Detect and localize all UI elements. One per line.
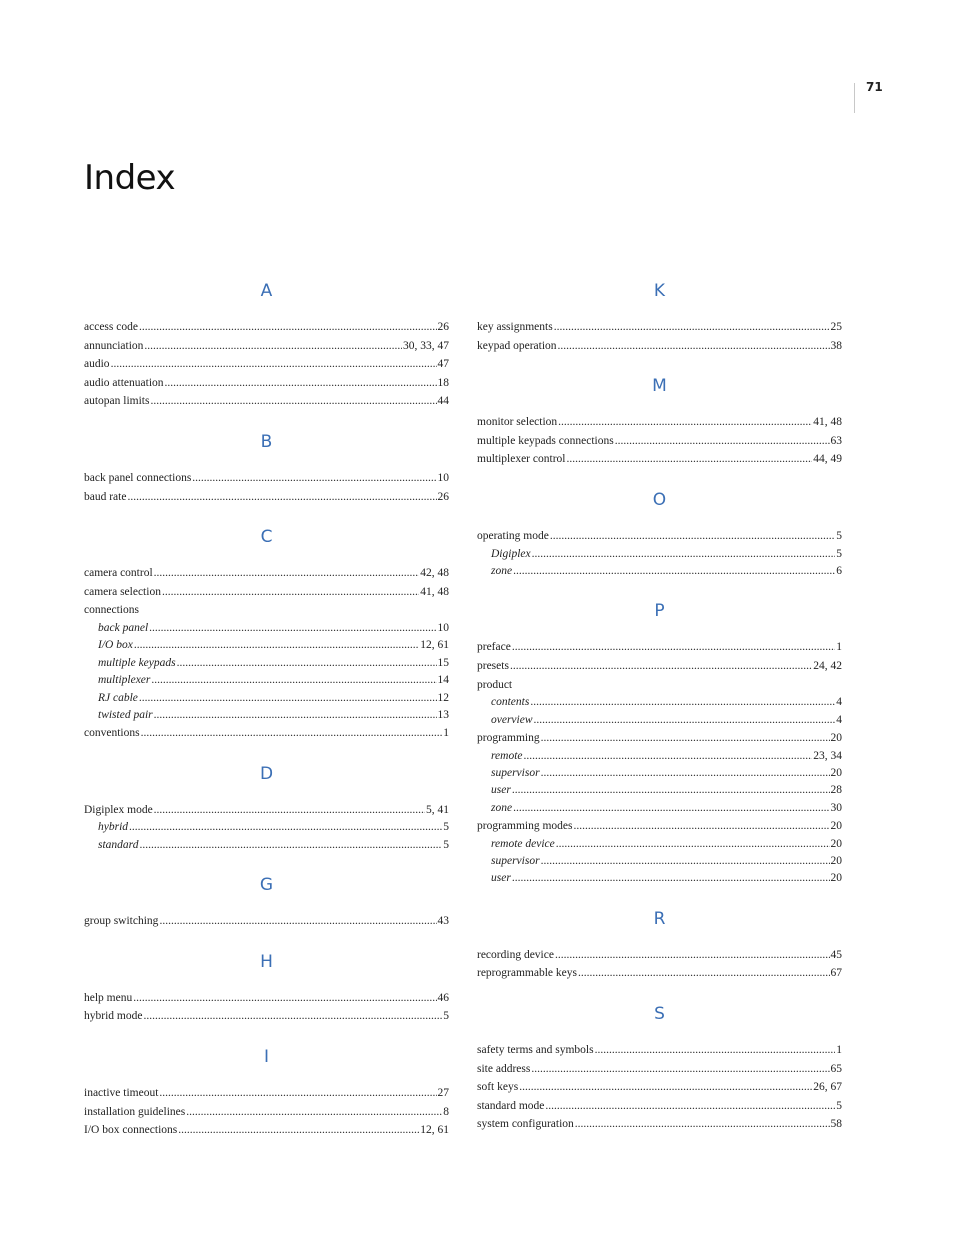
index-entry	[84, 318, 449, 337]
entry-term: autopan limits	[84, 395, 150, 408]
index-entry	[84, 1103, 449, 1122]
index-subentry	[84, 620, 449, 637]
index-section-b	[84, 429, 449, 506]
entry-term: hybrid	[98, 821, 129, 834]
entry-term: programming	[477, 731, 540, 744]
page-title: Index	[84, 158, 176, 198]
section-letter: M	[652, 376, 667, 397]
entry-pages: 5	[836, 547, 842, 560]
dot-leader	[530, 694, 835, 711]
dot-leader	[150, 392, 436, 411]
index-section-k	[477, 278, 842, 355]
index-entry	[477, 1041, 842, 1060]
entry-pages: 10	[437, 621, 449, 634]
dot-leader	[165, 374, 437, 393]
entry-term: standard mode	[477, 1099, 545, 1112]
dot-leader	[154, 564, 420, 583]
entry-pages: 63	[830, 434, 842, 447]
dot-leader	[575, 1115, 830, 1134]
index-subentry	[477, 853, 842, 870]
index-section-o	[477, 487, 842, 580]
entry-pages: 5	[836, 529, 842, 542]
dot-leader	[513, 563, 835, 580]
index-entry	[84, 1007, 449, 1026]
dot-leader	[615, 432, 830, 451]
entry-pages: 44	[437, 395, 449, 408]
entry-term: presets	[477, 659, 509, 672]
index-section-g	[84, 872, 449, 931]
index-entry	[84, 801, 449, 820]
entry-term: key assignments	[477, 321, 553, 333]
entry-term: Digiplex	[491, 547, 531, 560]
index-subentry	[477, 782, 842, 799]
entry-pages: 4	[836, 713, 842, 726]
section-letter: G	[259, 875, 274, 896]
entry-term: monitor selection	[477, 416, 558, 429]
entry-pages: 26	[437, 490, 449, 503]
section-letter: B	[260, 431, 273, 452]
index-entry	[477, 638, 842, 657]
section-letter: O	[652, 489, 667, 510]
entry-term: recording device	[477, 948, 554, 961]
dot-leader	[531, 1060, 829, 1079]
index-section-r	[477, 906, 842, 983]
dot-leader	[149, 620, 436, 637]
entry-term: overview	[491, 713, 533, 726]
index-entry	[84, 564, 449, 583]
index-entry	[84, 601, 449, 620]
section-letter: R	[653, 908, 666, 929]
dot-leader	[159, 1084, 436, 1103]
index-subentry	[84, 672, 449, 689]
entry-term: camera control	[84, 567, 153, 580]
index-subentry	[477, 694, 842, 711]
entry-term: site address	[477, 1062, 531, 1075]
entry-term: supervisor	[491, 855, 540, 868]
section-letter: P	[654, 601, 665, 622]
entry-pages: 46	[437, 991, 449, 1004]
dot-leader	[134, 637, 419, 654]
dot-leader	[159, 912, 436, 931]
entry-pages: 58	[830, 1118, 842, 1131]
header-rule	[854, 83, 855, 113]
dot-leader	[524, 748, 813, 765]
dot-leader	[512, 638, 835, 657]
entry-pages: 13	[437, 708, 449, 721]
index-section-m	[477, 373, 842, 469]
dot-leader	[574, 817, 830, 836]
index-column-right	[477, 278, 842, 1152]
entry-pages: 20	[830, 837, 842, 850]
dot-leader	[558, 413, 812, 432]
index-entry	[477, 337, 842, 356]
index-entry	[477, 527, 842, 546]
entry-term: keypad operation	[477, 339, 557, 352]
entry-pages: 20	[830, 731, 842, 744]
dot-leader	[558, 337, 830, 356]
entry-term: supervisor	[491, 766, 540, 779]
index-subentry	[84, 819, 449, 836]
index-entry	[477, 817, 842, 836]
entry-term: help menu	[84, 991, 133, 1004]
section-letter: D	[259, 763, 274, 784]
entry-term: remote device	[491, 837, 555, 850]
entry-term: programming modes	[477, 820, 573, 833]
index-entry	[84, 374, 449, 393]
dot-leader	[129, 819, 442, 836]
dot-leader	[512, 870, 830, 887]
entry-pages: 27	[437, 1087, 449, 1100]
index-section-h	[84, 949, 449, 1026]
entry-pages: 25	[830, 321, 842, 333]
dot-leader	[133, 989, 436, 1008]
index-column-left	[84, 278, 449, 1158]
index-subentry	[477, 765, 842, 782]
index-entry	[477, 657, 842, 676]
entry-term: back panel	[98, 621, 149, 634]
index-entry	[477, 1097, 842, 1116]
entry-pages: 41, 48	[813, 416, 842, 429]
index-entry	[477, 450, 842, 469]
index-entry	[84, 469, 449, 488]
section-letter: H	[260, 951, 273, 972]
entry-term: camera selection	[84, 585, 161, 598]
entry-pages: 42, 48	[420, 567, 449, 580]
entry-pages: 45	[830, 948, 842, 961]
entry-term: zone	[491, 801, 513, 814]
index-entry	[477, 729, 842, 748]
index-section-d	[84, 761, 449, 854]
dot-leader	[512, 782, 830, 799]
index-entry	[84, 912, 449, 931]
entry-pages: 1	[443, 727, 449, 740]
index-entry	[477, 318, 842, 337]
index-subentry	[84, 837, 449, 854]
index-subentry	[84, 637, 449, 654]
index-entry	[477, 1060, 842, 1079]
dot-leader	[154, 707, 437, 724]
dot-leader	[510, 657, 812, 676]
entry-pages: 20	[830, 820, 842, 833]
entry-pages: 41, 48	[420, 585, 449, 598]
entry-term: operating mode	[477, 529, 549, 542]
index-subentry	[477, 546, 842, 563]
entry-term: annunciation	[84, 339, 144, 352]
entry-pages: 28	[830, 784, 842, 797]
entry-pages: 10	[437, 471, 449, 484]
entry-term: multiplexer control	[477, 453, 566, 466]
entry-pages: 23, 34	[813, 749, 842, 762]
entry-pages: 30, 33, 47	[403, 339, 449, 352]
dot-leader	[162, 583, 419, 602]
entry-pages: 18	[437, 376, 449, 389]
page-number: 71	[866, 80, 883, 94]
entry-term: group switching	[84, 915, 159, 928]
index-entry	[84, 1084, 449, 1103]
entry-pages: 20	[830, 855, 842, 868]
entry-term: system configuration	[477, 1118, 574, 1131]
entry-pages: 6	[836, 564, 842, 577]
dot-leader	[545, 1097, 835, 1116]
index-entry	[84, 337, 449, 356]
index-entry	[477, 432, 842, 451]
entry-term: I/O box connections	[84, 1124, 178, 1137]
entry-term: I/O box	[98, 639, 133, 652]
index-section-s	[477, 1001, 842, 1134]
index-entry	[84, 1121, 449, 1140]
dot-leader	[554, 318, 830, 337]
entry-pages: 1	[836, 1044, 842, 1057]
entry-pages: 44, 49	[813, 453, 842, 466]
dot-leader	[127, 488, 436, 507]
entry-pages: 5	[443, 1010, 449, 1023]
index-subentry	[84, 655, 449, 672]
entry-pages: 20	[830, 766, 842, 779]
section-letter: C	[260, 527, 273, 548]
entry-pages: 24, 42	[813, 659, 842, 672]
entry-pages: 14	[437, 674, 449, 687]
entry-pages: 67	[830, 967, 842, 980]
entry-term: user	[491, 872, 511, 885]
entry-term: soft keys	[477, 1081, 519, 1094]
entry-term: multiple keypads	[98, 656, 176, 669]
entry-term: inactive timeout	[84, 1087, 159, 1100]
section-letter: I	[263, 1047, 269, 1068]
dot-leader	[139, 837, 442, 854]
dot-leader	[186, 1103, 442, 1122]
entry-pages: 30	[830, 801, 842, 814]
dot-leader	[139, 318, 437, 337]
entry-pages: 5	[443, 821, 449, 834]
entry-pages: 26	[437, 321, 449, 333]
entry-pages: 5, 41	[426, 803, 449, 816]
entry-term: baud rate	[84, 490, 127, 503]
entry-term: Digiplex mode	[84, 803, 153, 816]
entry-term: multiplexer	[98, 674, 151, 687]
dot-leader	[192, 469, 436, 488]
entry-term: reprogrammable keys	[477, 967, 577, 980]
index-entry	[84, 989, 449, 1008]
dot-leader	[178, 1121, 419, 1140]
dot-leader	[139, 690, 437, 707]
index-subentry	[477, 563, 842, 580]
entry-term: hybrid mode	[84, 1010, 143, 1023]
section-letter: A	[260, 281, 273, 301]
dot-leader	[154, 801, 425, 820]
entry-term: remote	[491, 749, 523, 762]
index-entry	[84, 392, 449, 411]
entry-pages: 5	[836, 1099, 842, 1112]
entry-pages: 12	[437, 691, 449, 704]
section-letter: S	[654, 1004, 665, 1025]
entry-pages: 12, 61	[420, 1124, 449, 1137]
index-entry	[84, 583, 449, 602]
index-section-c	[84, 524, 449, 743]
index-entry	[477, 1078, 842, 1097]
dot-leader	[541, 729, 830, 748]
index-entry	[477, 964, 842, 983]
index-section-p	[477, 598, 842, 887]
index-entry	[477, 946, 842, 965]
entry-pages: 65	[830, 1062, 842, 1075]
index-entry	[84, 355, 449, 374]
dot-leader	[566, 450, 812, 469]
dot-leader	[541, 853, 830, 870]
entry-term: conventions	[84, 727, 140, 740]
dot-leader	[144, 337, 402, 356]
dot-leader	[143, 1007, 442, 1026]
index-subentry	[477, 748, 842, 765]
dot-leader	[177, 655, 437, 672]
entry-term: zone	[491, 564, 513, 577]
entry-pages: 1	[836, 641, 842, 654]
entry-term: contents	[491, 696, 530, 709]
dot-leader	[556, 836, 830, 853]
dot-leader	[534, 712, 836, 729]
dot-leader	[141, 724, 443, 743]
dot-leader	[519, 1078, 812, 1097]
index-entry	[84, 488, 449, 507]
entry-term: back panel connections	[84, 471, 192, 484]
entry-pages: 5	[443, 838, 449, 851]
entry-term: multiple keypads connections	[477, 434, 614, 447]
dot-leader	[532, 546, 836, 563]
entry-term: connections	[84, 604, 139, 617]
entry-pages: 47	[437, 358, 449, 371]
entry-pages: 12, 61	[420, 639, 449, 652]
index-subentry	[477, 712, 842, 729]
dot-leader	[595, 1041, 836, 1060]
dot-leader	[550, 527, 835, 546]
index-subentry	[84, 690, 449, 707]
entry-term: access code	[84, 321, 138, 333]
entry-term: audio attenuation	[84, 376, 164, 389]
entry-pages: 8	[443, 1105, 449, 1118]
dot-leader	[111, 355, 437, 374]
entry-term: RJ cable	[98, 691, 138, 704]
section-letter: K	[653, 281, 666, 301]
entry-term: user	[491, 784, 511, 797]
entry-pages: 20	[830, 872, 842, 885]
entry-term: standard	[98, 838, 139, 851]
index-entry	[477, 1115, 842, 1134]
entry-pages: 4	[836, 696, 842, 709]
entry-term: audio	[84, 358, 110, 371]
entry-pages: 26, 67	[813, 1081, 842, 1094]
entry-pages: 38	[830, 339, 842, 352]
entry-term: twisted pair	[98, 708, 153, 721]
entry-pages: 15	[437, 656, 449, 669]
dot-leader	[578, 964, 830, 983]
index-entry	[477, 413, 842, 432]
index-section-a	[84, 278, 449, 411]
index-subentry	[477, 870, 842, 887]
dot-leader	[513, 800, 829, 817]
index-entry	[477, 676, 842, 695]
entry-term: product	[477, 678, 513, 691]
index-entry	[84, 724, 449, 743]
index-subentry	[477, 800, 842, 817]
index-subentry	[84, 707, 449, 724]
dot-leader	[541, 765, 830, 782]
entry-pages: 43	[437, 915, 449, 928]
dot-leader	[555, 946, 830, 965]
entry-term: installation guidelines	[84, 1105, 186, 1118]
index-section-i	[84, 1044, 449, 1140]
index-subentry	[477, 836, 842, 853]
entry-term: safety terms and symbols	[477, 1044, 594, 1057]
dot-leader	[151, 672, 436, 689]
entry-term: preface	[477, 641, 511, 654]
